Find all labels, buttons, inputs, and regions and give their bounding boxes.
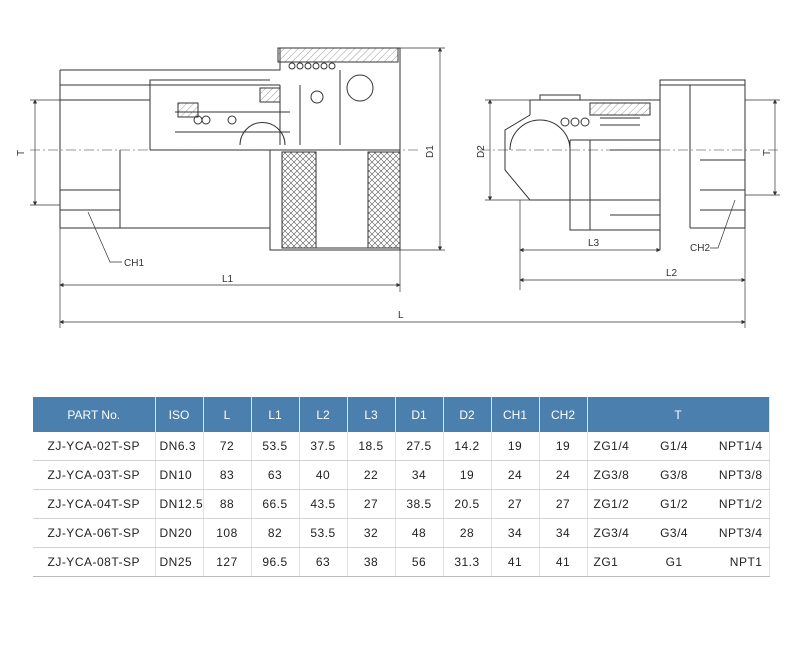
- cell-t: [587, 490, 769, 519]
- cell-d2: 20.5: [443, 490, 491, 519]
- cell-t: [587, 519, 769, 548]
- header-l: L: [203, 397, 251, 432]
- cell-part-no: ZJ-YCA-02T-SP: [33, 432, 155, 461]
- dim-label-d1: D1: [425, 145, 436, 158]
- cell-l: 88: [203, 490, 251, 519]
- cell-l: 72: [203, 432, 251, 461]
- header-ch1: CH1: [491, 397, 539, 432]
- cell-d2: 14.2: [443, 432, 491, 461]
- dim-label-ch1: CH1: [124, 258, 145, 269]
- cell-t-g: G1: [665, 555, 683, 569]
- cell-l2: 40: [299, 461, 347, 490]
- cell-iso: DN12.5: [155, 490, 203, 519]
- cell-l1: 96.5: [251, 548, 299, 577]
- cell-ch1: 19: [491, 432, 539, 461]
- cell-l2: 53.5: [299, 519, 347, 548]
- cell-d1: 38.5: [395, 490, 443, 519]
- cell-iso: DN25: [155, 548, 203, 577]
- cell-part-no: ZJ-YCA-08T-SP: [33, 548, 155, 577]
- coupler-plug-drawing: [480, 80, 780, 250]
- cell-t-npt: NPT1/4: [718, 439, 763, 453]
- cell-t-zg: ZG3/8: [593, 468, 630, 482]
- cell-l2: 37.5: [299, 432, 347, 461]
- cell-part-no: ZJ-YCA-03T-SP: [33, 461, 155, 490]
- dim-label-t-right: T: [762, 149, 773, 156]
- cell-l1: 82: [251, 519, 299, 548]
- cell-ch1: 24: [491, 461, 539, 490]
- cell-ch2: 24: [539, 461, 587, 490]
- dim-label-l: L: [398, 310, 404, 321]
- dim-label-l2: L2: [666, 268, 678, 279]
- coupler-socket-drawing: [30, 48, 420, 250]
- cell-d1: 56: [395, 548, 443, 577]
- header-part-no: PART No.: [33, 397, 155, 432]
- cell-ch1: 27: [491, 490, 539, 519]
- header-t: T: [587, 397, 769, 432]
- dim-label-d2: D2: [476, 145, 487, 158]
- cell-d2: 19: [443, 461, 491, 490]
- table-header-row: [33, 397, 769, 432]
- header-d1: D1: [395, 397, 443, 432]
- cell-ch2: 19: [539, 432, 587, 461]
- cell-t-zg: ZG3/4: [593, 526, 630, 540]
- cell-d1: 27.5: [395, 432, 443, 461]
- cell-t: [587, 548, 769, 577]
- cell-t-g: G1/2: [660, 497, 689, 511]
- cell-d2: 31.3: [443, 548, 491, 577]
- cell-d1: 34: [395, 461, 443, 490]
- header-l3: L3: [347, 397, 395, 432]
- cell-l1: 53.5: [251, 432, 299, 461]
- cell-iso: DN6.3: [155, 432, 203, 461]
- cell-l2: 43.5: [299, 490, 347, 519]
- table-row: [33, 490, 769, 519]
- cell-part-no: ZJ-YCA-06T-SP: [33, 519, 155, 548]
- cell-t-zg: ZG1/2: [593, 497, 630, 511]
- cell-t-npt: NPT3/4: [718, 526, 763, 540]
- cell-ch2: 34: [539, 519, 587, 548]
- header-ch2: CH2: [539, 397, 587, 432]
- cell-t-npt: NPT1/2: [718, 497, 763, 511]
- table-row: [33, 461, 769, 490]
- cell-l: 127: [203, 548, 251, 577]
- cell-l1: 66.5: [251, 490, 299, 519]
- table-row: [33, 519, 769, 548]
- cell-l2: 63: [299, 548, 347, 577]
- table-row: [33, 432, 769, 461]
- specification-table: [33, 397, 770, 577]
- header-d2: D2: [443, 397, 491, 432]
- cell-t-zg: ZG1/4: [593, 439, 630, 453]
- cell-l1: 63: [251, 461, 299, 490]
- header-l2: L2: [299, 397, 347, 432]
- cell-l3: 18.5: [347, 432, 395, 461]
- cell-ch2: 27: [539, 490, 587, 519]
- header-l1: L1: [251, 397, 299, 432]
- cell-iso: DN10: [155, 461, 203, 490]
- cell-ch1: 41: [491, 548, 539, 577]
- dimension-lines: [30, 48, 780, 328]
- cell-t-g: G3/4: [660, 526, 689, 540]
- cell-t-npt: NPT3/8: [718, 468, 763, 482]
- cell-t: [587, 461, 769, 490]
- cell-l: 83: [203, 461, 251, 490]
- cell-d1: 48: [395, 519, 443, 548]
- dim-label-l3: L3: [588, 238, 600, 249]
- cell-iso: DN20: [155, 519, 203, 548]
- cell-ch1: 34: [491, 519, 539, 548]
- cell-l3: 32: [347, 519, 395, 548]
- cell-part-no: ZJ-YCA-04T-SP: [33, 490, 155, 519]
- cell-ch2: 41: [539, 548, 587, 577]
- dim-label-t-left: T: [16, 149, 27, 156]
- dim-label-ch2: CH2: [690, 243, 711, 254]
- cell-l3: 38: [347, 548, 395, 577]
- table-row: [33, 548, 769, 577]
- header-iso: ISO: [155, 397, 203, 432]
- cell-t-g: G1/4: [660, 439, 689, 453]
- cell-t-npt: NPT1: [729, 555, 763, 569]
- cell-l: 108: [203, 519, 251, 548]
- cell-l3: 27: [347, 490, 395, 519]
- cell-t-zg: ZG1: [593, 555, 619, 569]
- cell-t: [587, 432, 769, 461]
- cell-d2: 28: [443, 519, 491, 548]
- cell-l3: 22: [347, 461, 395, 490]
- cell-t-g: G3/8: [660, 468, 689, 482]
- dim-label-l1: L1: [222, 274, 234, 285]
